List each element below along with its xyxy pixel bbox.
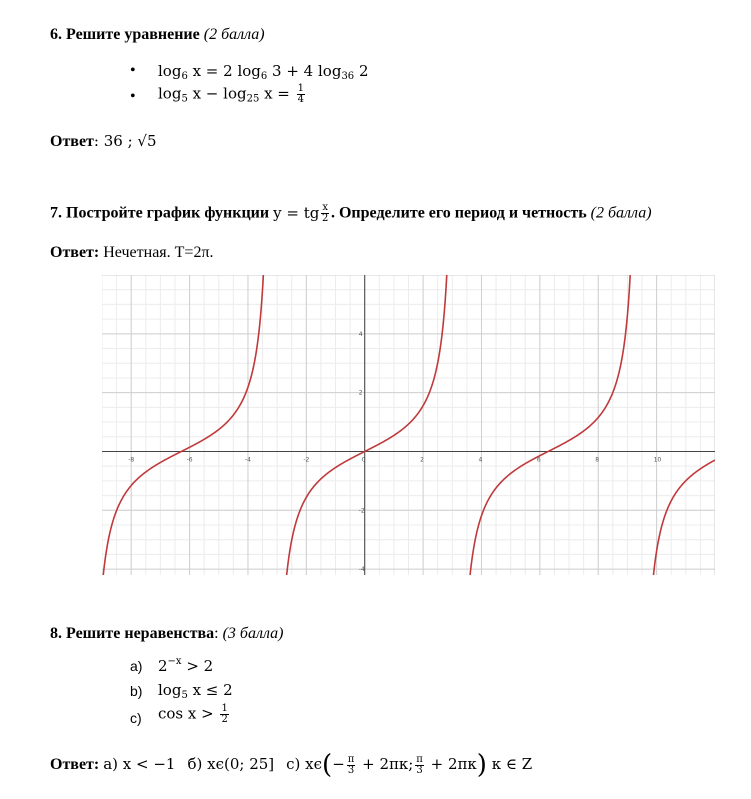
answer-c [286,750,533,780]
answer-a: а) x < −1 [103,755,176,773]
inequality-a [158,656,213,675]
task7-function [273,204,331,222]
x-tick-label: 10 [653,456,662,464]
fraction-numerator: π [347,753,355,765]
y-tick-label: -2 [358,507,365,515]
fraction-numerator: π [416,753,423,765]
task8-colon: : [214,625,219,642]
task7-title-end: . Определите его период и четность [330,204,587,222]
eq1-part: 2 [354,62,369,80]
fraction-numerator: 1 [221,703,228,714]
ans-c-paren: ( [322,750,333,780]
x-tick-label: 4 [478,456,483,464]
task8-title: Решите неравенства [66,625,215,642]
eq1-sub: 6 [260,71,268,82]
tangent-graph [102,275,715,575]
fraction-denominator: 4 [297,94,305,105]
inequality-a-label: a) [130,658,143,674]
eq1-sub: 36 [341,71,355,82]
x-tick-label: 8 [595,456,600,464]
eq1-part: log [158,62,182,80]
ineq-sup: −x [167,656,182,667]
eq1-part: x = 2 log [187,62,261,80]
answer-b: б) xϵ(0; 25] [187,755,275,773]
task8-heading [50,625,283,643]
ans-c-part: + 2πк; [357,755,414,773]
ans-c-part: к ∈ Z [486,755,533,773]
task7-number: 7. [50,204,62,222]
ineq-part: cos x > [158,704,219,723]
bullet-marker: • [130,62,136,79]
ans-c-fraction [347,755,356,776]
x-tick-label: -6 [186,456,193,464]
answer-label: Ответ: [50,244,100,261]
inequality-b-label: b) [130,683,143,699]
ineq-fraction [220,704,228,725]
x-tick-label: 6 [536,456,541,464]
x-tick-label: -2 [303,456,310,464]
ans-c-paren: ) [476,750,487,780]
task8-answer [50,750,532,780]
task7-heading [50,203,652,224]
y-tick-label: 2 [358,389,363,397]
ans-c-fraction [415,755,424,776]
answer-value: Нечетная. T=2π. [99,244,214,261]
ineq-part: > 2 [181,657,214,675]
task6-points: (2 балла) [203,26,265,43]
task8-points: (3 балла) [222,625,284,642]
task6-equation-2 [158,84,307,105]
ineq-part: 2 [158,657,168,675]
answer-value: : 36 ; √5 [93,132,157,150]
task7-answer [50,244,214,262]
answer-label: Ответ: [50,756,100,773]
fraction-denominator: 2 [321,213,329,224]
ineq-part: log [158,681,182,699]
ans-c-part: c) xϵ [286,755,323,773]
func-text: y = tg [273,203,320,222]
curve-branch [102,275,264,575]
inequality-c [158,704,231,725]
answer-label: Ответ [50,133,94,150]
eq2-sub: 25 [246,93,260,105]
bullet-marker: • [130,88,136,105]
curve-branch [652,460,715,575]
ans-c-part: − [332,755,345,773]
inequality-b [158,681,233,701]
ineq-sub: 5 [181,690,188,701]
eq2-part: x − log [187,84,247,103]
x-tick-label: 0 [361,456,366,464]
inequality-c-label: c) [130,710,142,726]
eq1-part: 3 + 4 log [267,62,342,80]
eq1-sub: 6 [181,71,188,82]
task7-title: Постройте график функции [66,204,270,222]
eq2-part: log [158,84,182,103]
x-tick-label: 2 [420,456,424,464]
task6-title: Решите уравнение [66,26,200,43]
task8-number: 8. [50,625,62,642]
x-tick-label: -8 [128,456,135,464]
task7-points: (2 балла) [590,204,652,222]
y-tick-label: -4 [358,566,365,574]
task6-number: 6. [50,26,62,43]
x-tick-label: -4 [244,456,251,464]
ineq-part: x ≤ 2 [187,681,233,699]
task6-answer [50,132,157,151]
task6-equation-1 [158,62,368,82]
fraction-numerator: x [322,202,328,213]
y-tick-label: 4 [358,330,363,338]
eq2-part: x = [259,84,295,103]
task6-heading [50,26,265,44]
fraction-numerator: 1 [297,83,305,94]
curve-branch [469,275,631,575]
fraction-denominator: 3 [416,764,423,776]
eq2-fraction [297,84,305,105]
ans-c-part: + 2πк [425,755,477,773]
func-fraction [321,203,329,224]
fraction-denominator: 2 [221,714,228,725]
eq2-sub: 5 [181,93,188,105]
fraction-denominator: 3 [347,764,355,776]
